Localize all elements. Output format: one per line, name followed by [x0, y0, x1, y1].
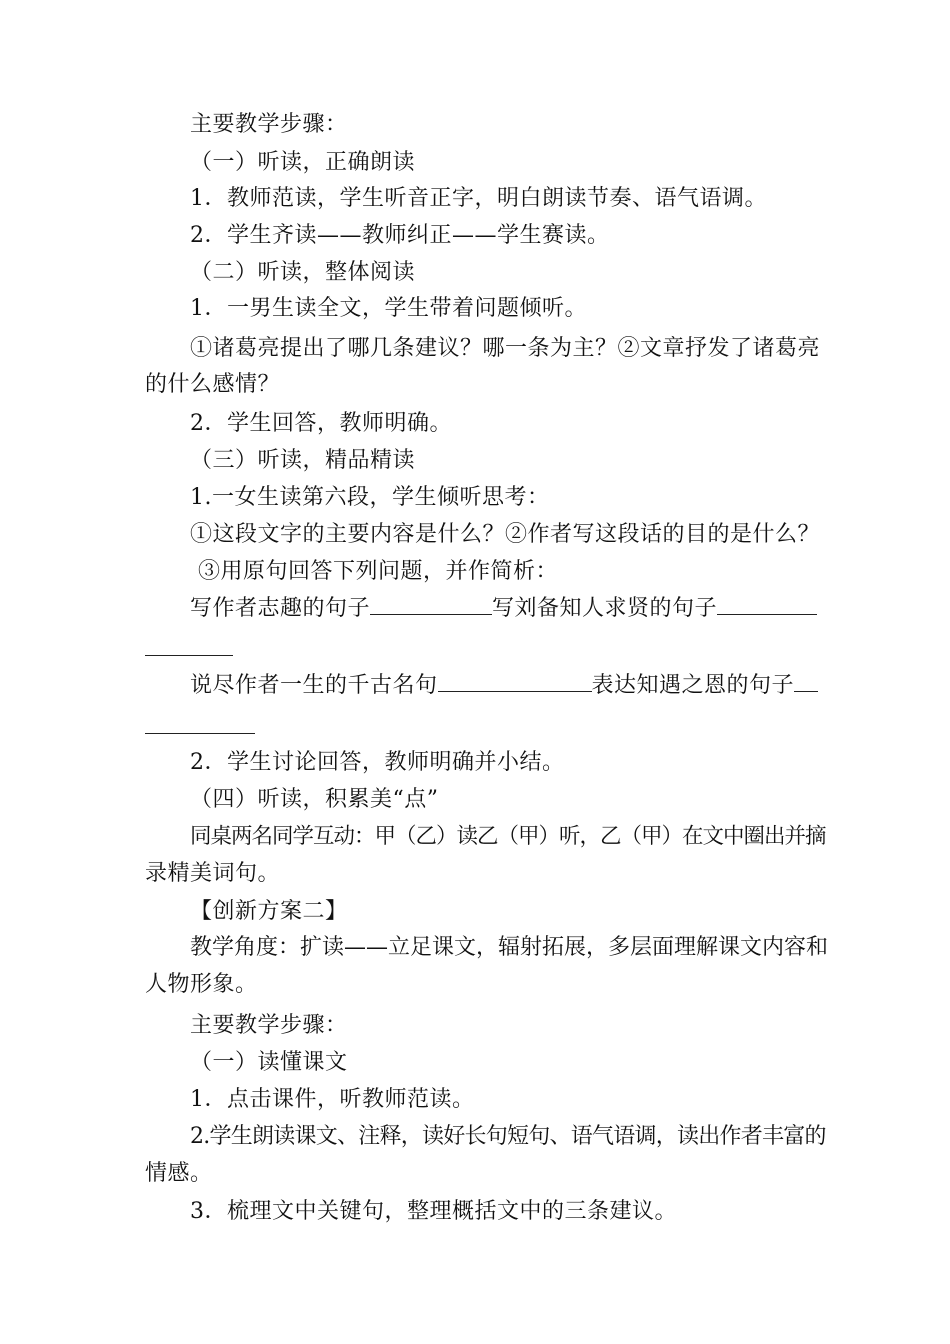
plan-heading: 【创新方案二】	[190, 899, 348, 924]
paragraph-line: 人物形象。	[145, 972, 258, 997]
paragraph-line: 同桌两名同学互动：甲（乙）读乙（甲）听，乙（甲）在文中圈出并摘	[190, 824, 826, 849]
paragraph-line: 2．学生讨论回答，教师明确并小结。	[190, 750, 565, 775]
answer-blank-continuation	[145, 655, 233, 656]
paragraph-line: 1．教师范读，学生听音正字，明白朗读节奏、语气语调。	[190, 186, 767, 211]
section-heading: （二）听读，整体阅读	[190, 260, 416, 285]
fill-in-prompt: 写作者志趣的句子	[190, 596, 371, 621]
paragraph-line: 3．梳理文中关键句，整理概括文中的三条建议。	[190, 1199, 677, 1224]
paragraph-line: 情感。	[145, 1161, 213, 1186]
section-heading: （四）听读，积累美“点”	[190, 787, 439, 812]
answer-blank	[717, 594, 817, 615]
answer-blank	[438, 671, 592, 692]
paragraph-line: 2．学生回答，教师明确。	[190, 411, 452, 436]
answer-blank	[794, 671, 818, 692]
paragraph-line: 的什么感情？	[145, 372, 281, 397]
section-heading: （三）听读，精品精读	[190, 448, 416, 473]
answer-blank	[370, 594, 492, 615]
paragraph-line: 主要教学步骤：	[190, 112, 348, 137]
fill-in-line	[190, 594, 817, 624]
paragraph-line: ③用原句回答下列问题，并作简析：	[198, 559, 559, 584]
paragraph-line: 1．点击课件，听教师范读。	[190, 1087, 475, 1112]
fill-in-line	[190, 671, 818, 701]
answer-blank-continuation	[145, 733, 255, 734]
paragraph-line: ①诸葛亮提出了哪几条建议？哪一条为主？②文章抒发了诸葛亮	[190, 336, 821, 361]
fill-in-prompt: 说尽作者一生的千古名句	[190, 673, 438, 698]
paragraph-line: 主要教学步骤：	[190, 1013, 348, 1038]
fill-in-prompt: 写刘备知人求贤的句子	[492, 596, 718, 621]
section-heading: （一）读懂课文	[190, 1050, 348, 1075]
paragraph-line: ①这段文字的主要内容是什么？②作者写这段话的目的是什么？	[190, 522, 821, 547]
paragraph-line: 2.学生朗读课文、注释，读好长句短句、语气语调，读出作者丰富的	[190, 1124, 826, 1149]
paragraph-line: 录精美词句。	[145, 861, 281, 886]
paragraph-line: 1.一女生读第六段，学生倾听思考：	[190, 485, 550, 510]
paragraph-line: 2．学生齐读——教师纠正——学生赛读。	[190, 223, 610, 248]
paragraph-line: 1．一男生读全文，学生带着问题倾听。	[190, 296, 587, 321]
section-heading: （一）听读，正确朗读	[190, 150, 416, 175]
fill-in-prompt: 表达知遇之恩的句子	[591, 673, 795, 698]
paragraph-line: 教学角度：扩读——立足课文，辐射拓展，多层面理解课文内容和	[190, 935, 829, 960]
